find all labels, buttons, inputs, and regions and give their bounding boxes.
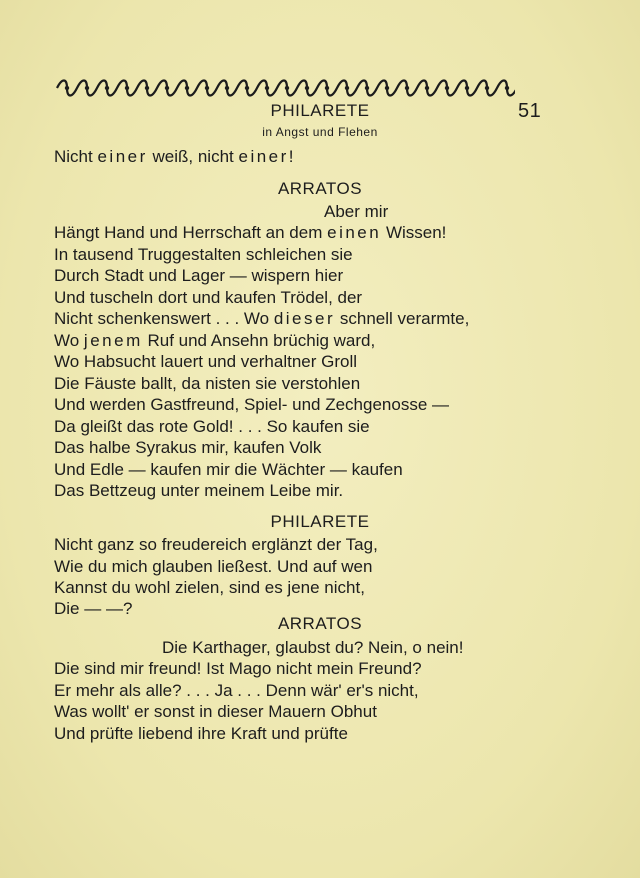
verse-line: Da gleißt das rote Gold! . . . So kaufen sie <box>54 417 370 436</box>
verse-text: schnell verarmte, <box>335 309 470 328</box>
ornament-dot <box>245 86 249 90</box>
page-number: 51 <box>518 100 542 122</box>
verse-text: Wo <box>54 331 84 350</box>
verse-line <box>54 222 446 243</box>
ornament-dot <box>385 86 389 90</box>
ornament-dot <box>85 86 89 90</box>
verse-line: Die Fäuste ballt, da nisten sie verstohlen <box>54 374 361 393</box>
ornament-dot <box>185 86 189 90</box>
ornament-dot <box>445 86 449 90</box>
verse-line: In tausend Truggestalten schleichen sie <box>54 245 353 264</box>
verse-line: Was wollt' er sonst in dieser Mauern Obhut <box>54 702 377 721</box>
verse-line: Wie du mich glauben ließest. Und auf wen <box>54 557 373 576</box>
ornament-dot <box>465 86 469 90</box>
verse-line: Und werden Gastfreund, Spiel- und Zechgenosse — <box>54 395 450 414</box>
verse-text: Ruf und Ansehn brüchig ward, <box>142 331 376 350</box>
speaker-philarete-1: PHILARETE <box>270 101 370 120</box>
ornament-dot <box>125 86 129 90</box>
ornament-dot <box>485 86 489 90</box>
ornament-dot <box>205 86 209 90</box>
verse-line: Und Edle — kaufen mir die Wächter — kaufen <box>54 460 403 479</box>
ornament-dot <box>505 86 509 90</box>
verse-line: Die Karthager, glaubst du? Nein, o nein! <box>162 638 464 657</box>
verse-line: Nicht ganz so freudereich erglänzt der Tag, <box>54 535 378 554</box>
ornament-graphic <box>55 78 515 98</box>
verse-text: Nicht <box>54 147 98 166</box>
verse-line: Das Bettzeug unter meinem Leibe mir. <box>54 481 344 500</box>
ornament-dot <box>365 86 369 90</box>
verse-line <box>54 146 294 167</box>
verse-line <box>54 330 375 351</box>
verse-text: Hängt Hand und Herrschaft an dem <box>54 223 328 242</box>
ornament-dot <box>325 86 329 90</box>
verse-line: Und prüfte liebend ihre Kraft und prüfte <box>54 724 348 743</box>
ornament-dot <box>65 86 69 90</box>
ornament-dot <box>285 86 289 90</box>
stage-direction: in Angst und Flehen <box>262 125 378 139</box>
ornament-border-icon <box>55 78 515 98</box>
verse-text: ! <box>288 147 294 166</box>
emphasis-text: einen <box>327 223 382 242</box>
ornament-dot <box>145 86 149 90</box>
verse-line: Wo Habsucht lauert und verhaltner Groll <box>54 352 358 371</box>
ornament-dot <box>345 86 349 90</box>
speaker-arratos-1: ARRATOS <box>277 179 363 198</box>
ornament-dot <box>305 86 309 90</box>
emphasis-text: einer <box>97 147 148 166</box>
verse-text: Wissen! <box>381 223 447 242</box>
speaker-arratos-2: ARRATOS <box>277 614 363 633</box>
emphasis-text: dieser <box>273 309 336 328</box>
verse-line: Und tuscheln dort und kaufen Trödel, der <box>54 288 363 307</box>
verse-line <box>54 308 469 329</box>
verse-text: Nicht schenkenswert . . . Wo <box>54 309 274 328</box>
verse-line: Die — —? <box>54 599 133 618</box>
verse-text: weiß, nicht <box>147 147 239 166</box>
ornament-dot <box>105 86 109 90</box>
verse-line: Durch Stadt und Lager — wispern hier <box>54 266 344 285</box>
ornament-dot <box>165 86 169 90</box>
speaker-philarete-2: PHILARETE <box>270 512 370 531</box>
verse-line: Aber mir <box>324 202 389 221</box>
verse-line: Er mehr als alle? . . . Ja . . . Denn wär' er's nicht, <box>54 681 419 700</box>
ornament-dot <box>425 86 429 90</box>
verse-line: Die sind mir freund! Ist Mago nicht mein Freund? <box>54 659 422 678</box>
emphasis-text: jenem <box>83 331 143 350</box>
ornament-dot <box>405 86 409 90</box>
verse-line: Kannst du wohl zielen, sind es jene nicht, <box>54 578 365 597</box>
emphasis-text: einer <box>238 147 289 166</box>
verse-line: Das halbe Syrakus mir, kaufen Volk <box>54 438 322 457</box>
ornament-dot <box>225 86 229 90</box>
ornament-dot <box>265 86 269 90</box>
